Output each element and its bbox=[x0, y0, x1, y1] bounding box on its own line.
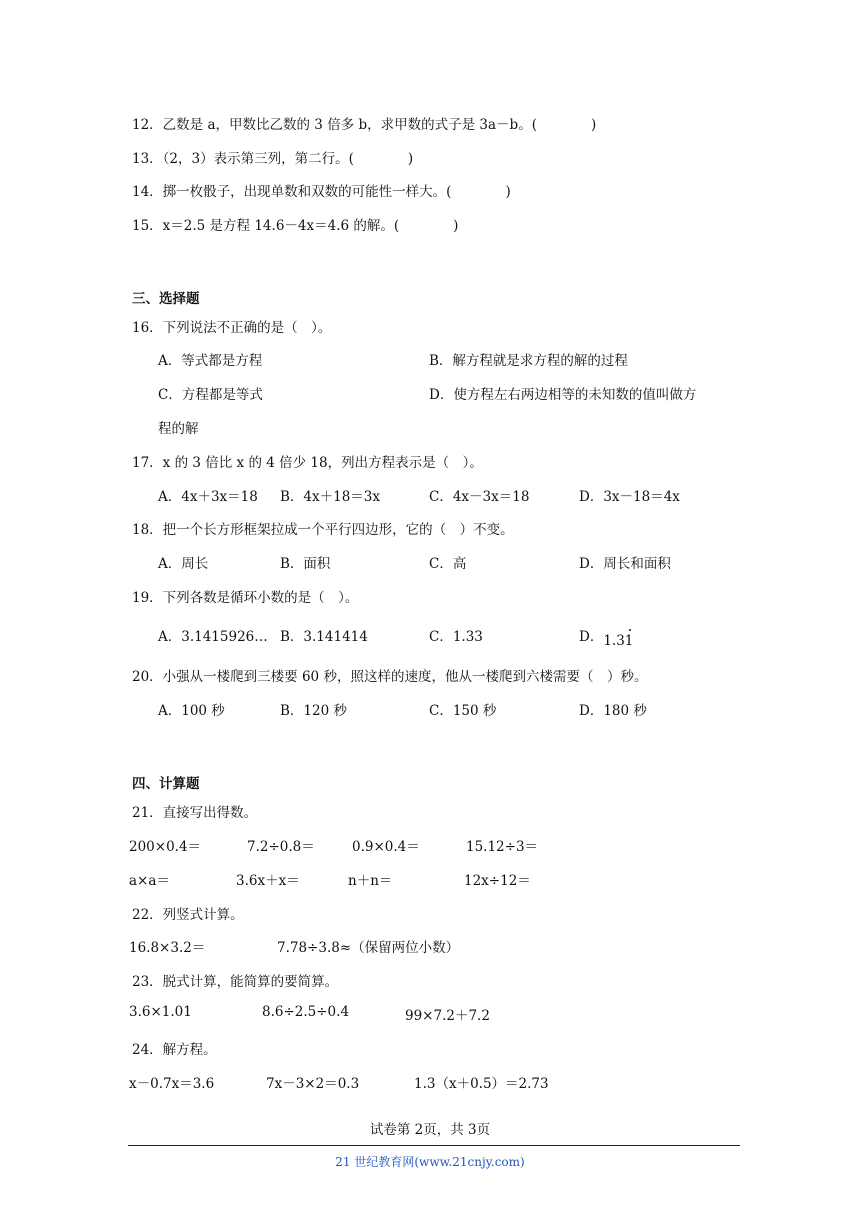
question-19-option-c: C．1.33 bbox=[429, 629, 483, 645]
question-20-option-a: A．100 秒 bbox=[158, 703, 225, 719]
question-17-stem: 17．x 的 3 倍比 x 的 4 倍少 18，列出方程表示是（ ）。 bbox=[132, 455, 483, 471]
question-16-option-a: A．等式都是方程 bbox=[158, 353, 263, 369]
question-24-stem: 24．解方程。 bbox=[132, 1042, 217, 1058]
question-22-stem: 22．列竖式计算。 bbox=[132, 907, 244, 923]
page-number: 试卷第 2页，共 3页 bbox=[369, 1122, 491, 1138]
question-21-item: n＋n＝ bbox=[348, 873, 393, 889]
question-21-stem: 21．直接写出得数。 bbox=[132, 805, 258, 821]
question-18-stem: 18．把一个长方形框架拉成一个平行四边形，它的（ ）不变。 bbox=[132, 522, 514, 538]
question-16-option-b: B．解方程就是求方程的解的过程 bbox=[429, 353, 628, 369]
question-20-stem: 20．小强从一楼爬到三楼要 60 秒，照这样的速度，他从一楼爬到六楼需要（ ）秒。 bbox=[132, 669, 648, 685]
question-24-item: 7x－3×2＝0.3 bbox=[266, 1076, 360, 1092]
question-24-item: 1.3（x＋0.5）＝2.73 bbox=[414, 1076, 549, 1092]
question-14: 14．掷一枚骰子，出现单数和双数的可能性一样大。( ) bbox=[132, 184, 511, 200]
question-15: 15．x＝2.5 是方程 14.6－4x＝4.6 的解。( ) bbox=[132, 218, 459, 234]
question-18-option-d: D．周长和面积 bbox=[579, 556, 671, 572]
question-21-item: 200×0.4＝ bbox=[129, 839, 202, 855]
repeating-dot-mark bbox=[629, 629, 631, 631]
question-18-option-c: C．高 bbox=[429, 556, 467, 572]
question-19-option-d-label: D． bbox=[579, 629, 604, 645]
question-23-item: 8.6÷2.5÷0.4 bbox=[262, 1004, 350, 1020]
question-20-option-d: D．180 秒 bbox=[579, 703, 647, 719]
question-21-item: 7.2÷0.8＝ bbox=[247, 839, 315, 855]
question-18-option-b: B．面积 bbox=[280, 556, 331, 572]
question-24-item: x－0.7x＝3.6 bbox=[129, 1076, 215, 1092]
question-19-option-d bbox=[579, 625, 634, 649]
question-12: 12．乙数是 a，甲数比乙数的 3 倍多 b，求甲数的式子是 3a－b。( ) bbox=[132, 117, 597, 133]
section-title-calc: 四、计算题 bbox=[132, 776, 200, 792]
question-18-option-a: A．周长 bbox=[158, 556, 209, 572]
question-22-item: 7.78÷3.8≈（保留两位小数） bbox=[277, 940, 460, 956]
question-19-stem: 19．下列各数是循环小数的是（ ）。 bbox=[132, 590, 359, 606]
question-21-item: a×a＝ bbox=[129, 873, 170, 889]
question-17-option-b: B．4x＋18＝3x bbox=[280, 489, 381, 505]
question-21-item: 15.12÷3＝ bbox=[466, 839, 539, 855]
question-23-stem: 23．脱式计算，能简算的要简算。 bbox=[132, 974, 339, 990]
question-19-option-a: A．3.1415926… bbox=[158, 629, 268, 645]
question-17-option-c: C．4x－3x＝18 bbox=[429, 489, 530, 505]
footer-divider bbox=[128, 1145, 740, 1146]
question-20-option-c: C．150 秒 bbox=[429, 703, 497, 719]
question-21-item: 3.6x＋x＝ bbox=[236, 873, 300, 889]
repeating-decimal-value: 1.31 bbox=[603, 633, 634, 649]
repeating-decimal bbox=[603, 633, 633, 649]
question-21-item: 0.9×0.4＝ bbox=[352, 839, 420, 855]
question-17-option-d: D．3x－18＝4x bbox=[579, 489, 680, 505]
question-22-item: 16.8×3.2＝ bbox=[129, 940, 206, 956]
question-23-item: 3.6×1.01 bbox=[129, 1004, 192, 1020]
section-title-choice: 三、选择题 bbox=[132, 291, 200, 307]
question-13: 13．（2，3）表示第三列，第二行。( ) bbox=[132, 151, 414, 167]
question-16-stem: 16．下列说法不正确的是（ ）。 bbox=[132, 320, 332, 336]
question-23-item: 99×7.2＋7.2 bbox=[405, 1008, 490, 1024]
question-19-option-b: B．3.141414 bbox=[280, 629, 368, 645]
question-16-option-d-cont: 程的解 bbox=[158, 421, 199, 437]
question-17-option-a: A．4x＋3x＝18 bbox=[158, 489, 258, 505]
question-20-option-b: B．120 秒 bbox=[280, 703, 347, 719]
question-16-option-d: D．使方程左右两边相等的未知数的值叫做方 bbox=[429, 387, 697, 403]
footer-site-link[interactable]: 21 世纪教育网(www.21cnjy.com) bbox=[335, 1155, 525, 1169]
question-21-item: 12x÷12＝ bbox=[464, 873, 531, 889]
question-16-option-c: C．方程都是等式 bbox=[158, 387, 263, 403]
